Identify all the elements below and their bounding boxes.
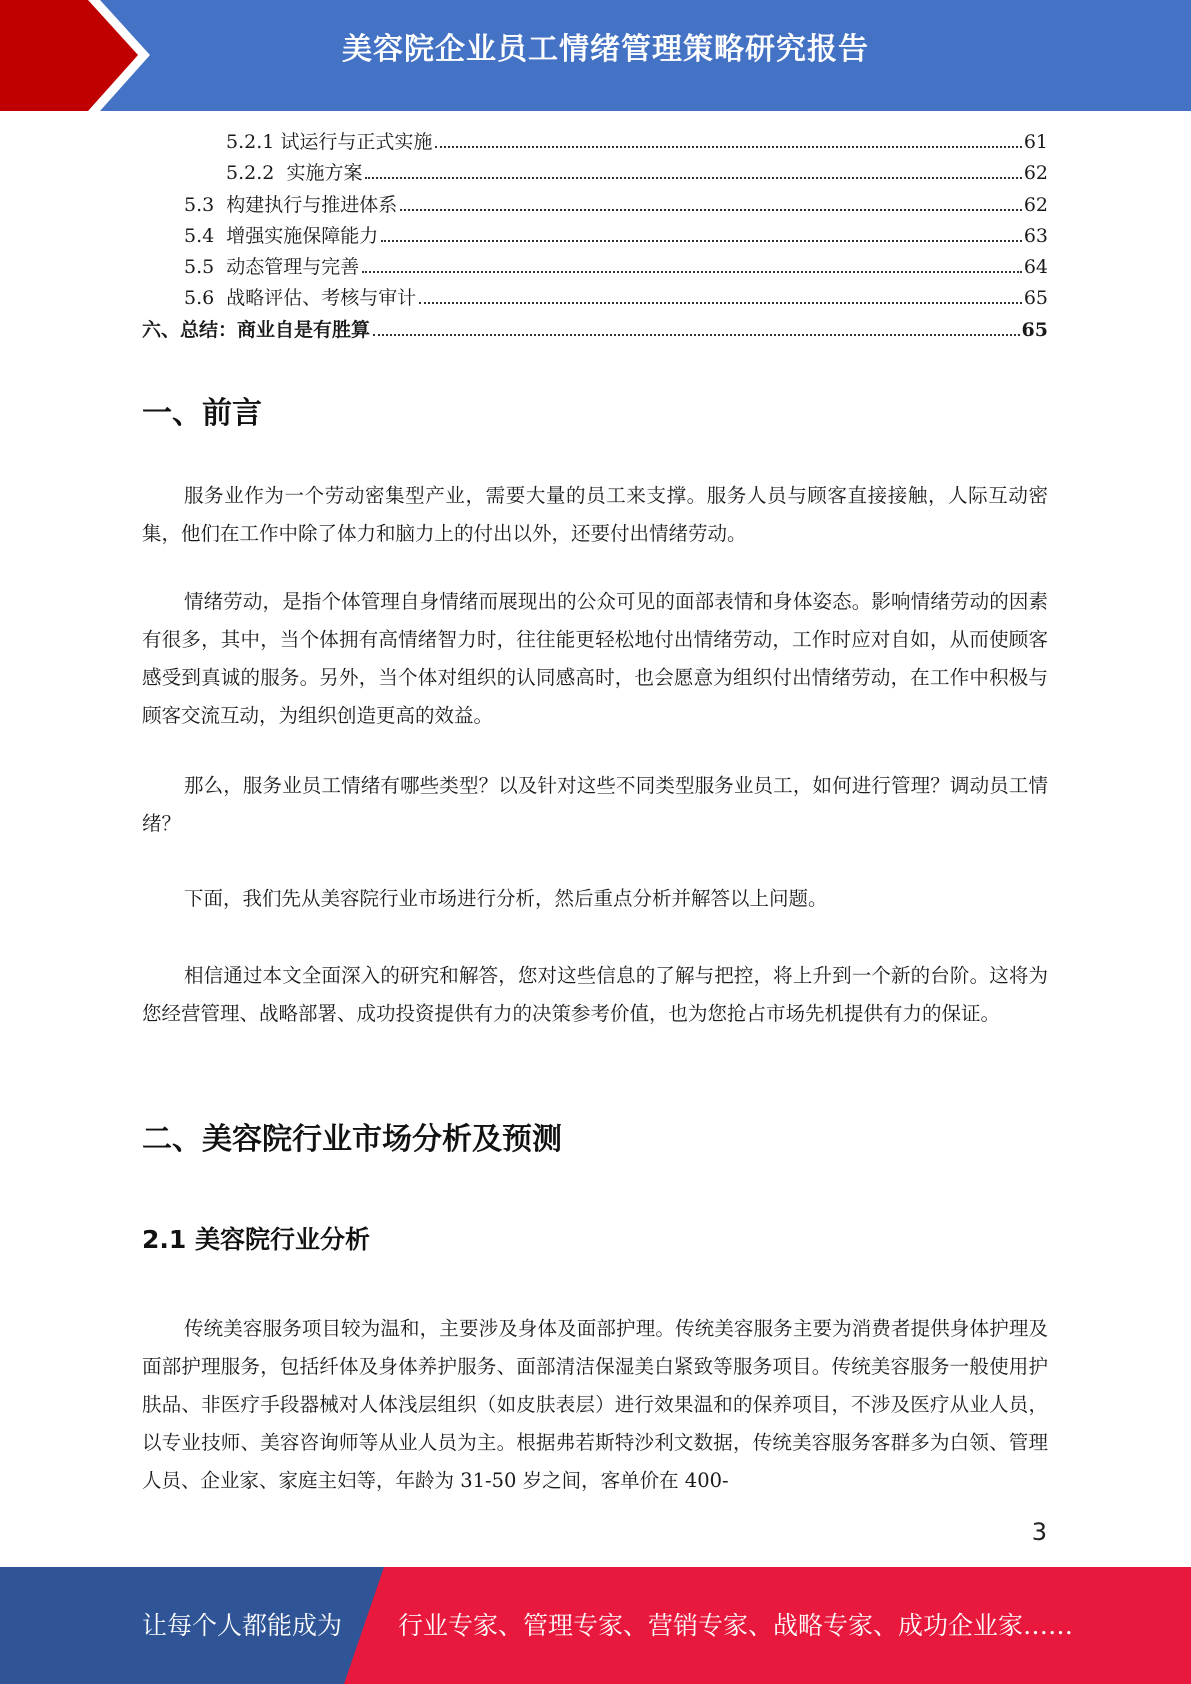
paragraph: 下面，我们先从美容院行业市场进行分析，然后重点分析并解答以上问题。: [184, 887, 828, 910]
toc-dot-leader: [400, 208, 1022, 211]
toc-entry-number: 5.3: [184, 193, 227, 216]
page-footer: [0, 1567, 1191, 1684]
toc-entry-label: 实施方案: [286, 162, 363, 185]
footer-slogan-right: 行业专家、管理专家、营销专家、战略专家、成功企业家……: [398, 1611, 1074, 1640]
toc-entry[interactable]: [142, 190, 1048, 221]
table-of-contents: [142, 127, 1048, 346]
toc-entry-page: 65: [1021, 318, 1048, 341]
section-heading-preface: 一、前言: [142, 396, 262, 431]
toc-dot-leader: [362, 270, 1022, 273]
toc-entry-number: 5.2.1: [226, 131, 281, 153]
toc-entry-page: 65: [1023, 287, 1048, 310]
toc-entry-number: 5.4: [184, 224, 227, 247]
toc-dot-leader: [373, 333, 1020, 336]
toc-dot-leader: [381, 239, 1022, 242]
toc-entry-label: 战略评估、考核与审计: [226, 287, 417, 310]
toc-entry[interactable]: [142, 127, 1048, 158]
subsection-heading: 2.1 美容院行业分析: [142, 1225, 370, 1254]
page-number: 3: [1031, 1518, 1047, 1546]
toc-entry-label: 增强实施保障能力: [226, 224, 379, 247]
toc-entry-page: 63: [1023, 224, 1048, 247]
toc-entry[interactable]: [142, 315, 1048, 346]
toc-entry-label: 动态管理与完善: [226, 256, 360, 279]
toc-entry-number: 5.5: [184, 256, 227, 279]
footer-slogan-left: 让每个人都能成为: [142, 1611, 343, 1640]
toc-entry-number: 5.6: [184, 287, 227, 310]
toc-entry[interactable]: [142, 221, 1048, 252]
document-title: 美容院企业员工情绪管理策略研究报告: [342, 32, 869, 67]
toc-entry[interactable]: [142, 158, 1048, 189]
page-header: [0, 0, 1191, 111]
toc-entry-label: 试运行与正式实施: [280, 131, 433, 153]
paragraph: 服务业作为一个劳动密集型产业，需要大量的员工来支撑。服务人员与顾客直接接触，人际互动密集，他们在工作中除了体力和脑力上的付出以外，还要付出情绪劳动。: [142, 484, 1048, 545]
toc-dot-leader: [419, 301, 1022, 304]
toc-entry-label: 六、总结：商业自是有胜算: [142, 318, 371, 341]
toc-entry[interactable]: [142, 283, 1048, 314]
section-heading-market: 二、美容院行业市场分析及预测: [142, 1122, 562, 1157]
paragraph: 那么，服务业员工情绪有哪些类型？以及针对这些不同类型服务业员工，如何进行管理？调动员工情绪？: [142, 774, 1048, 835]
paragraph: 情绪劳动，是指个体管理自身情绪而展现出的公众可见的面部表情和身体姿态。影响情绪劳动的因素有很多，其中，当个体拥有高情绪智力时，往往能更轻松地付出情绪劳动，工作时应对自如，从而使顾客感受到真诚的服务。另外，当个体对组织的认同感高时，也会愿意为组织付出情绪劳动，在工作中积极与顾客交流互动，为组织创造更高的效益。: [142, 590, 1048, 727]
toc-entry-page: 64: [1023, 256, 1048, 279]
toc-entry-page: 62: [1023, 193, 1048, 216]
toc-entry-number: 5.2.2: [226, 162, 287, 185]
toc-entry-page: 61: [1023, 131, 1048, 153]
paragraph: 相信通过本文全面深入的研究和解答，您对这些信息的了解与把控，将上升到一个新的台阶。这将为您经营管理、战略部署、成功投资提供有力的决策参考价值，也为您抢占市场先机提供有力的保证。: [142, 964, 1048, 1025]
toc-dot-leader: [365, 176, 1021, 179]
toc-dot-leader: [435, 145, 1021, 148]
toc-entry-page: 62: [1023, 162, 1048, 185]
paragraph: 传统美容服务项目较为温和，主要涉及身体及面部护理。传统美容服务主要为消费者提供身体护理及面部护理服务，包括纤体及身体养护服务、面部清洁保湿美白紧致等服务项目。传统美容服务一般使用护肤品、非医疗手段器械对人体浅层组织（如皮肤表层）进行效果温和的保养项目，不涉及医疗从业人员，以专业技师、美容咨询师等从业人员为主。根据弗若斯特沙利文数据，传统美容服务客群多为白领、管理人员、企业家、家庭主妇等，年龄为 31-50 岁之间，客单价在 400-: [142, 1317, 1048, 1492]
toc-entry-label: 构建执行与推进体系: [226, 193, 398, 216]
toc-entry[interactable]: [142, 252, 1048, 283]
